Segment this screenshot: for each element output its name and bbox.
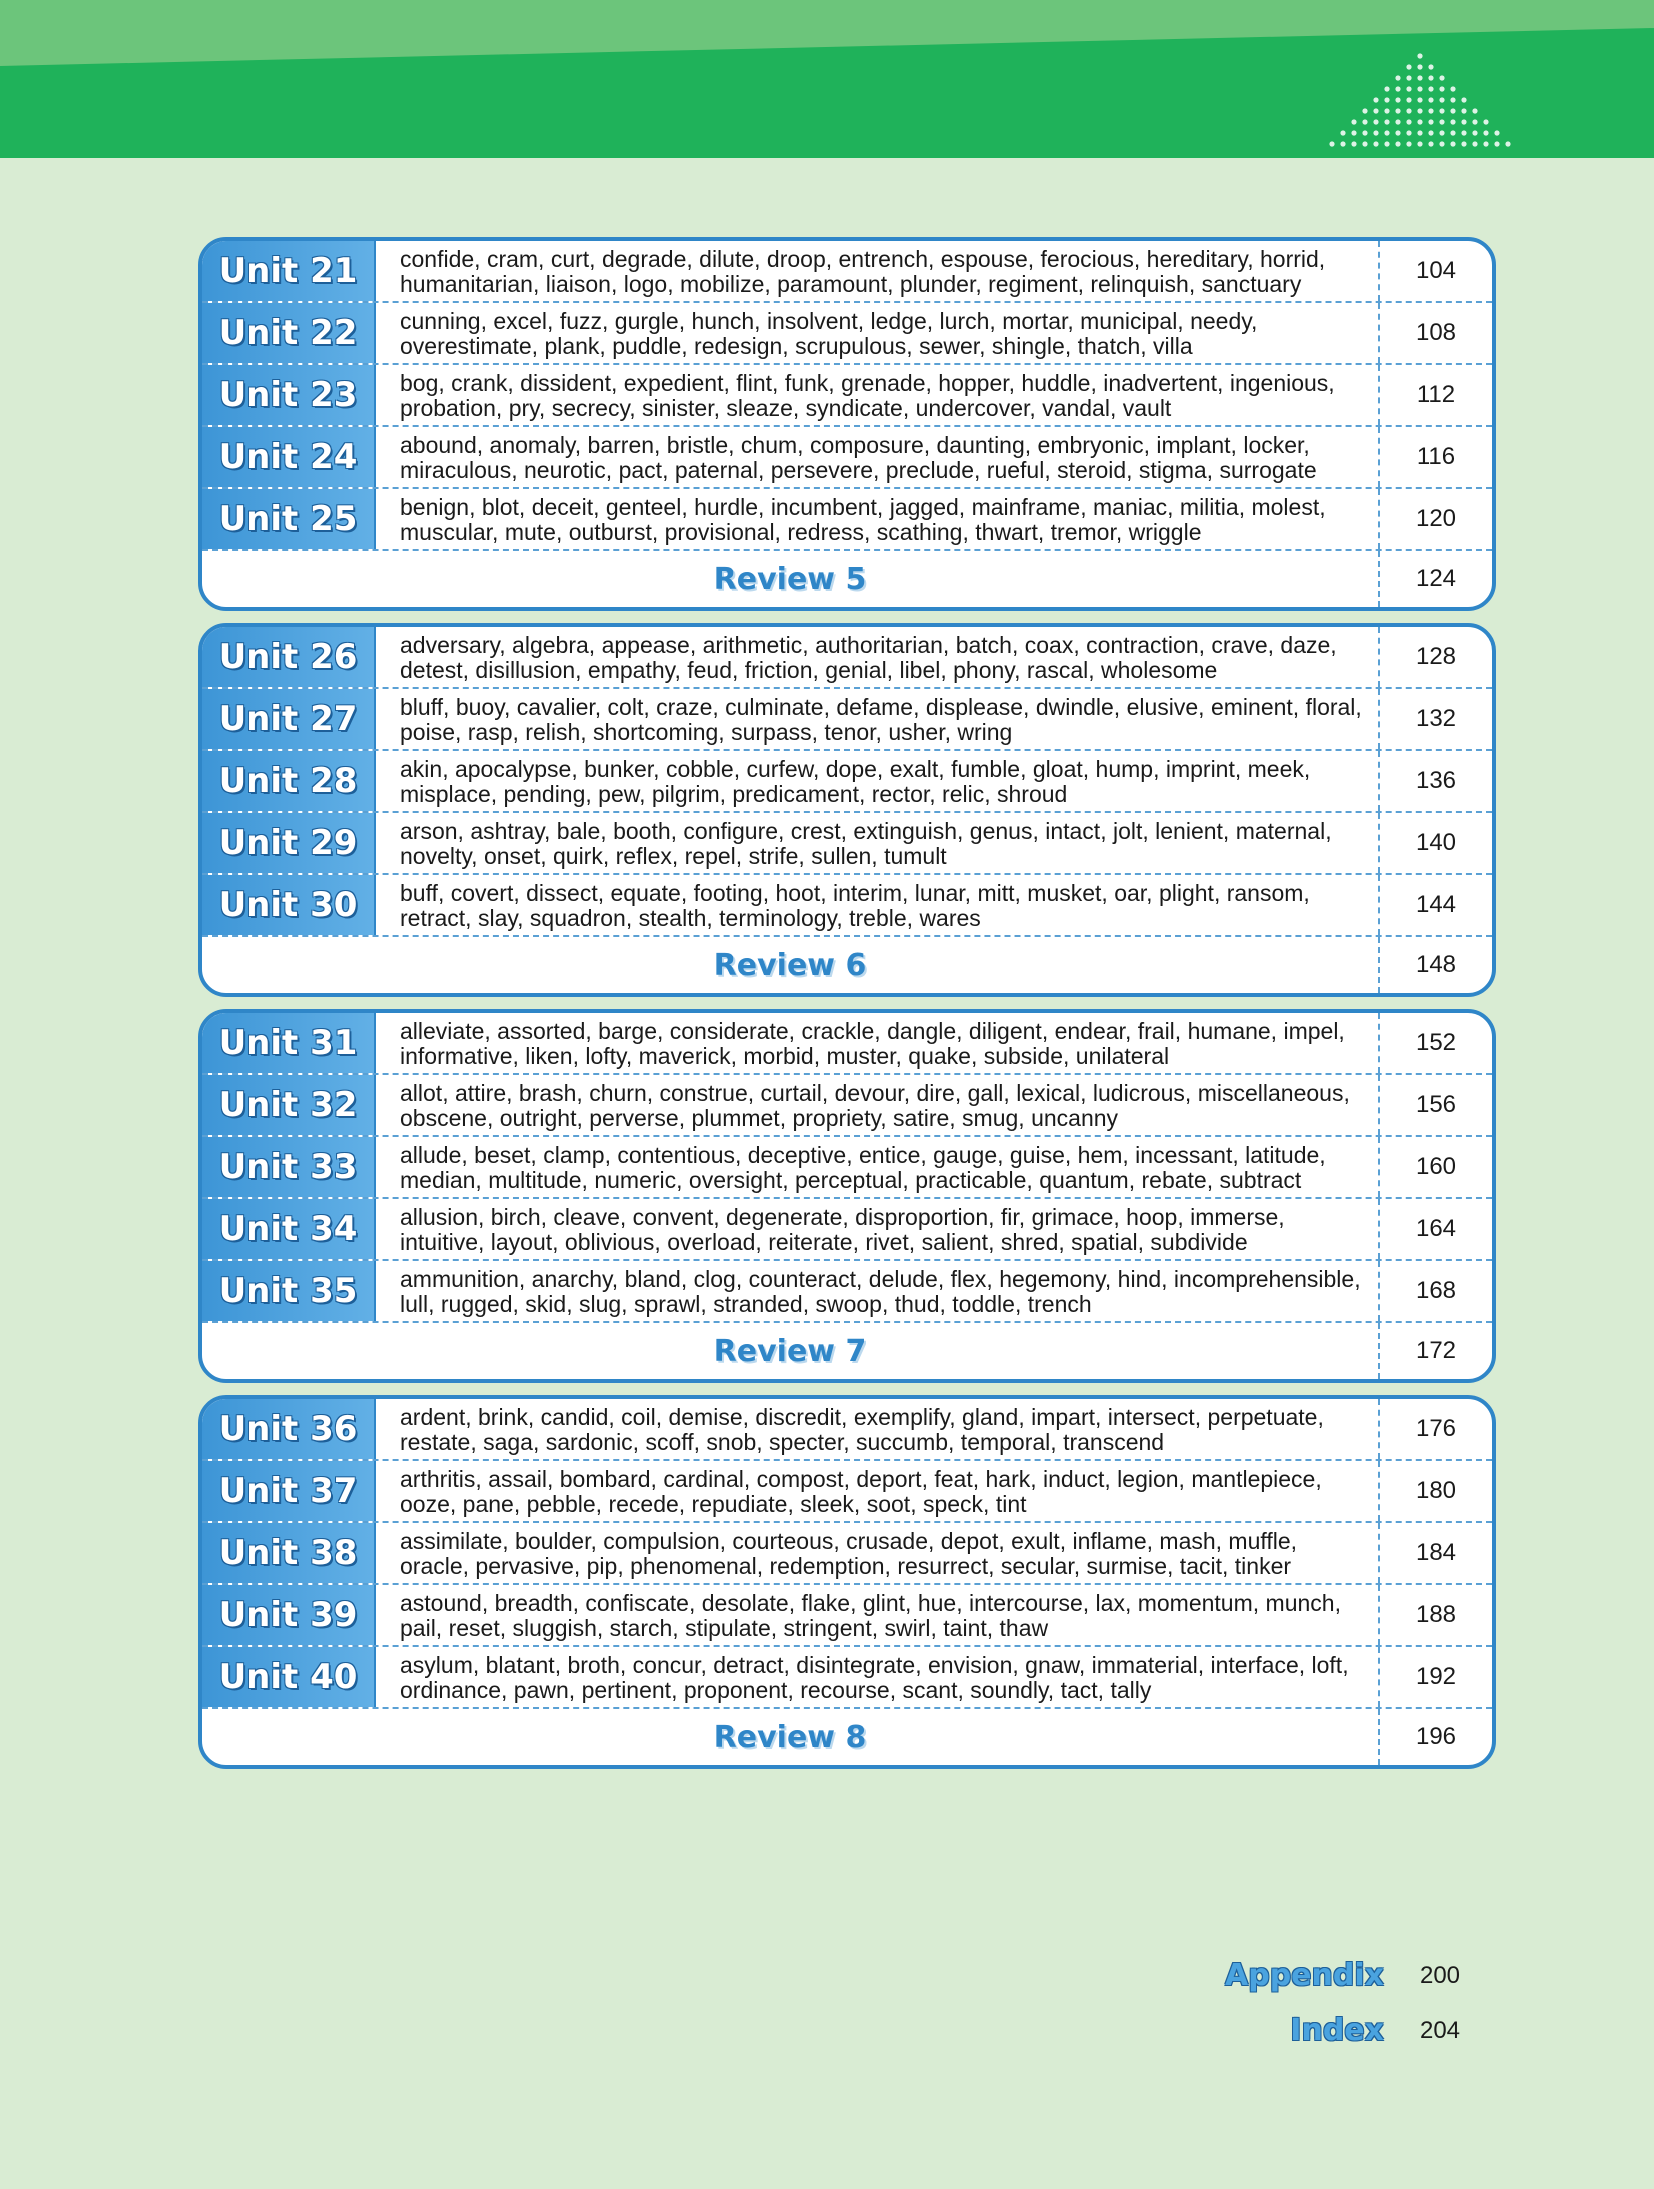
- unit-row[interactable]: [202, 813, 1492, 875]
- unit-label[interactable]: Unit 24: [202, 427, 376, 487]
- unit-word-list: astound, breadth, confiscate, desolate, flake, glint, hue, intercourse, lax, momentum, munch, pail, reset, sluggish, starch, stipulate, stringent, swirl, taint, thaw: [376, 1585, 1380, 1645]
- unit-word-list: arthritis, assail, bombard, cardinal, compost, deport, feat, hark, induct, legion, mantlepiece, ooze, pane, pebble, recede, repudiate, sleek, soot, speck, tint: [376, 1461, 1380, 1521]
- unit-label[interactable]: Unit 31: [202, 1013, 376, 1073]
- unit-word-list: arson, ashtray, bale, booth, configure, crest, extinguish, genus, intact, jolt, lenient, maternal, novelty, onset, quirk, reflex, repel, strife, sullen, tumult: [376, 813, 1380, 873]
- review-label[interactable]: Review 7: [202, 1323, 1380, 1379]
- review-page-number: 148: [1415, 951, 1457, 978]
- unit-label[interactable]: Unit 32: [202, 1075, 376, 1135]
- unit-row[interactable]: [202, 365, 1492, 427]
- appendix-label[interactable]: Appendix: [1225, 1958, 1384, 1993]
- unit-page-number: 192: [1415, 1663, 1457, 1690]
- unit-word-list: assimilate, boulder, compulsion, courteous, crusade, depot, exult, inflame, mash, muffle, oracle, pervasive, pip, phenomenal, redemption, resurrect, secular, surmise, tacit, tinker: [376, 1523, 1380, 1583]
- unit-word-list: bog, crank, dissident, expedient, flint, funk, grenade, hopper, huddle, inadvertent, ingenious, probation, pry, secrecy, sinister, sleaze, syndicate, undercover, vandal, vault: [376, 365, 1380, 425]
- unit-word-list: cunning, excel, fuzz, gurgle, hunch, insolvent, ledge, lurch, mortar, municipal, needy, overestimate, plank, puddle, redesign, scrupulous, sewer, shingle, thatch, villa: [376, 303, 1380, 363]
- index-entry[interactable]: [1184, 2013, 1496, 2048]
- unit-label[interactable]: Unit 35: [202, 1261, 376, 1321]
- unit-word-list: allusion, birch, cleave, convent, degenerate, disproportion, fir, grimace, hoop, immerse, intuitive, layout, oblivious, overload, reiterate, rivet, salient, shred, spatial, subdivide: [376, 1199, 1380, 1259]
- unit-label[interactable]: Unit 34: [202, 1199, 376, 1259]
- review-label[interactable]: Review 6: [202, 937, 1380, 993]
- index-label[interactable]: Index: [1290, 2013, 1384, 2048]
- unit-label[interactable]: Unit 22: [202, 303, 376, 363]
- unit-page-number: 144: [1415, 891, 1457, 918]
- unit-page-number: 108: [1415, 319, 1457, 346]
- unit-label[interactable]: Unit 27: [202, 689, 376, 749]
- unit-word-list: akin, apocalypse, bunker, cobble, curfew, dope, exalt, fumble, gloat, hump, imprint, meek, misplace, pending, pew, pilgrim, predicament, rector, relic, shroud: [376, 751, 1380, 811]
- unit-page-number: 132: [1415, 705, 1457, 732]
- unit-label[interactable]: Unit 33: [202, 1137, 376, 1197]
- unit-page-number: 164: [1415, 1215, 1457, 1242]
- unit-word-list: buff, covert, dissect, equate, footing, hoot, interim, lunar, mitt, musket, oar, plight, ransom, retract, slay, squadron, stealth, terminology, treble, wares: [376, 875, 1380, 935]
- review-row[interactable]: [202, 1323, 1492, 1379]
- review-row[interactable]: [202, 1709, 1492, 1765]
- unit-row[interactable]: [202, 1585, 1492, 1647]
- top-banner: [0, 0, 1654, 158]
- unit-page-number: 184: [1415, 1539, 1457, 1566]
- review-page-number: 196: [1415, 1723, 1457, 1750]
- unit-word-list: asylum, blatant, broth, concur, detract, disintegrate, envision, gnaw, immaterial, interface, loft, ordinance, pawn, pertinent, proponent, recourse, scant, soundly, tact, tally: [376, 1647, 1380, 1707]
- unit-page-number: 156: [1415, 1091, 1457, 1118]
- unit-label[interactable]: Unit 26: [202, 627, 376, 687]
- review-page-number: 124: [1415, 565, 1457, 592]
- unit-row[interactable]: [202, 1261, 1492, 1323]
- review-row[interactable]: [202, 937, 1492, 993]
- toc-group: [198, 1395, 1496, 1769]
- review-page-number: 172: [1415, 1337, 1457, 1364]
- unit-page-number: 128: [1415, 643, 1457, 670]
- toc-group: [198, 1009, 1496, 1383]
- unit-page-number: 188: [1415, 1601, 1457, 1628]
- review-label[interactable]: Review 8: [202, 1709, 1380, 1765]
- unit-page-number: 176: [1415, 1415, 1457, 1442]
- unit-page-number: 136: [1415, 767, 1457, 794]
- unit-word-list: ardent, brink, candid, coil, demise, discredit, exemplify, gland, impart, intersect, perpetuate, restate, saga, sardonic, scoff, snob, specter, succumb, temporal, transcend: [376, 1399, 1380, 1459]
- unit-word-list: bluff, buoy, cavalier, colt, craze, culminate, defame, displease, dwindle, elusive, eminent, floral, poise, rasp, relish, shortcoming, surpass, tenor, usher, wring: [376, 689, 1380, 749]
- appendix-entry[interactable]: [1184, 1958, 1496, 1993]
- toc-group: [198, 237, 1496, 611]
- unit-page-number: 116: [1416, 443, 1456, 470]
- unit-word-list: benign, blot, deceit, genteel, hurdle, incumbent, jagged, mainframe, maniac, militia, molest, muscular, mute, outburst, provisional, redress, scathing, thwart, tremor, wriggle: [376, 489, 1380, 549]
- unit-row[interactable]: [202, 1075, 1492, 1137]
- unit-row[interactable]: [202, 1013, 1492, 1075]
- unit-word-list: alleviate, assorted, barge, considerate, crackle, dangle, diligent, endear, frail, humane, impel, informative, liken, lofty, maverick, morbid, muster, quake, subside, unilateral: [376, 1013, 1380, 1073]
- unit-page-number: 112: [1416, 381, 1456, 408]
- appendix-page-number: 200: [1419, 1961, 1461, 1989]
- unit-label[interactable]: Unit 37: [202, 1461, 376, 1521]
- unit-label[interactable]: Unit 23: [202, 365, 376, 425]
- unit-row[interactable]: [202, 1523, 1492, 1585]
- unit-label[interactable]: Unit 21: [202, 241, 376, 301]
- unit-word-list: allude, beset, clamp, contentious, deceptive, entice, gauge, guise, hem, incessant, latitude, median, multitude, numeric, oversight, perceptual, practicable, quantum, rebate, subtract: [376, 1137, 1380, 1197]
- unit-row[interactable]: [202, 1399, 1492, 1461]
- unit-row[interactable]: [202, 1199, 1492, 1261]
- unit-row[interactable]: [202, 427, 1492, 489]
- unit-word-list: confide, cram, curt, degrade, dilute, droop, entrench, espouse, ferocious, hereditary, horrid, humanitarian, liaison, logo, mobilize, paramount, plunder, regiment, relinquish, sanctuary: [376, 241, 1380, 301]
- unit-label[interactable]: Unit 25: [202, 489, 376, 549]
- unit-word-list: abound, anomaly, barren, bristle, chum, composure, daunting, embryonic, implant, locker, miraculous, neurotic, pact, paternal, persevere, preclude, rueful, steroid, stigma, surrogate: [376, 427, 1380, 487]
- unit-page-number: 168: [1415, 1277, 1457, 1304]
- toc-group: [198, 623, 1496, 997]
- table-of-contents: [198, 237, 1496, 1781]
- unit-word-list: ammunition, anarchy, bland, clog, counteract, delude, flex, hegemony, hind, incomprehensible, lull, rugged, skid, slug, sprawl, stranded, swoop, thud, toddle, trench: [376, 1261, 1380, 1321]
- unit-label[interactable]: Unit 29: [202, 813, 376, 873]
- unit-page-number: 152: [1415, 1029, 1457, 1056]
- index-page-number: 204: [1419, 2016, 1461, 2044]
- unit-label[interactable]: Unit 39: [202, 1585, 376, 1645]
- unit-word-list: allot, attire, brash, churn, construe, curtail, devour, dire, gall, lexical, ludicrous, miscellaneous, obscene, outright, perverse, plummet, propriety, satire, smug, uncanny: [376, 1075, 1380, 1135]
- unit-label[interactable]: Unit 36: [202, 1399, 376, 1459]
- unit-row[interactable]: [202, 1647, 1492, 1709]
- unit-row[interactable]: [202, 241, 1492, 303]
- unit-label[interactable]: Unit 30: [202, 875, 376, 935]
- review-row[interactable]: [202, 551, 1492, 607]
- unit-page-number: 120: [1415, 505, 1457, 532]
- unit-row[interactable]: [202, 1137, 1492, 1199]
- unit-row[interactable]: [202, 875, 1492, 937]
- unit-page-number: 140: [1415, 829, 1457, 856]
- unit-label[interactable]: Unit 40: [202, 1647, 376, 1707]
- unit-row[interactable]: [202, 689, 1492, 751]
- unit-row[interactable]: [202, 489, 1492, 551]
- unit-row[interactable]: [202, 303, 1492, 365]
- unit-label[interactable]: Unit 28: [202, 751, 376, 811]
- unit-row[interactable]: [202, 627, 1492, 689]
- unit-row[interactable]: [202, 1461, 1492, 1523]
- review-label[interactable]: Review 5: [202, 551, 1380, 607]
- unit-page-number: 104: [1415, 257, 1457, 284]
- unit-row[interactable]: [202, 751, 1492, 813]
- unit-page-number: 160: [1415, 1153, 1457, 1180]
- unit-page-number: 180: [1415, 1477, 1457, 1504]
- unit-word-list: adversary, algebra, appease, arithmetic, authoritarian, batch, coax, contraction, crave, daze, detest, disillusion, empathy, feud, friction, genial, libel, phony, rascal, wholesome: [376, 627, 1380, 687]
- unit-label[interactable]: Unit 38: [202, 1523, 376, 1583]
